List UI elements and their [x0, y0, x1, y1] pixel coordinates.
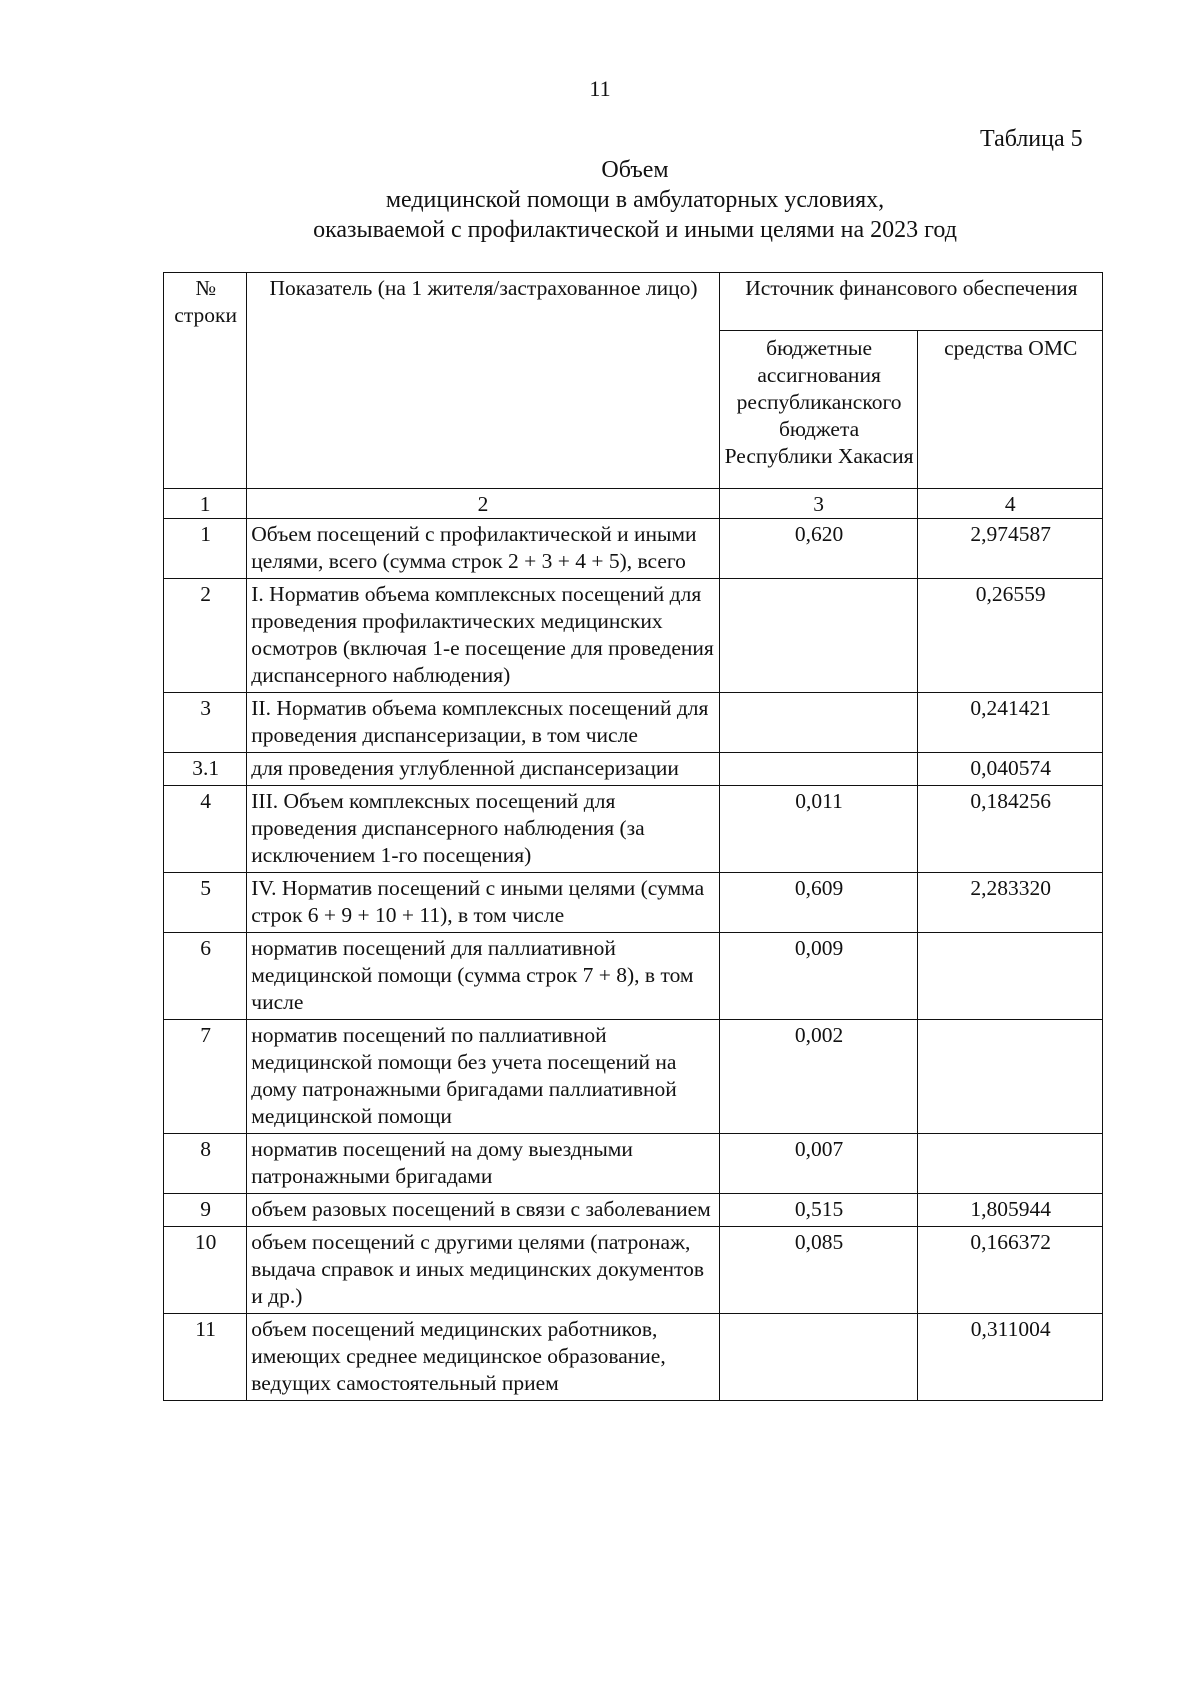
row-indicator: III. Объем комплексных посещений для проведения диспансерного наблюдения (за исключением 1-го посещения) — [247, 786, 720, 873]
table-label: Таблица 5 — [980, 126, 1083, 152]
row-indicator: Объем посещений с профилактической и иными целями, всего (сумма строк 2 + 3 + 4 + 5), всего — [247, 519, 720, 579]
table-row — [164, 873, 1103, 933]
row-oms-value: 2,283320 — [918, 873, 1103, 933]
table-row — [164, 579, 1103, 693]
header-row — [164, 273, 1103, 331]
row-budget-value — [719, 1314, 918, 1401]
table-row — [164, 1020, 1103, 1134]
row-indicator: норматив посещений по паллиативной медицинской помощи без учета посещений на дому патронажными бригадами паллиативной медицинской помощи — [247, 1020, 720, 1134]
row-number: 2 — [164, 579, 247, 693]
row-budget-value: 0,609 — [719, 873, 918, 933]
document-title — [0, 155, 1200, 245]
row-oms-value: 0,184256 — [918, 786, 1103, 873]
title-line-3: оказываемой с профилактической и иными целями на 2023 год — [313, 217, 957, 243]
row-oms-value: 0,241421 — [918, 693, 1103, 753]
row-budget-value — [719, 693, 918, 753]
row-budget-value: 0,002 — [719, 1020, 918, 1134]
table-row — [164, 519, 1103, 579]
row-indicator: объем посещений медицинских работников, имеющих среднее медицинское образование, ведущих самостоятельный прием — [247, 1314, 720, 1401]
row-indicator: норматив посещений на дому выездными патронажными бригадами — [247, 1134, 720, 1194]
row-indicator: объем посещений с другими целями (патронаж, выдача справок и иных медицинских документов и др.) — [247, 1227, 720, 1314]
row-budget-value: 0,007 — [719, 1134, 918, 1194]
row-budget-value: 0,009 — [719, 933, 918, 1020]
row-oms-value: 2,974587 — [918, 519, 1103, 579]
row-budget-value — [719, 579, 918, 693]
row-budget-value: 0,085 — [719, 1227, 918, 1314]
column-index: 3 — [719, 489, 918, 519]
row-budget-value: 0,011 — [719, 786, 918, 873]
row-budget-value: 0,620 — [719, 519, 918, 579]
table-row — [164, 786, 1103, 873]
header-indicator: Показатель (на 1 жителя/застрахованное лицо) — [247, 273, 720, 489]
table-row — [164, 1194, 1103, 1227]
row-number: 5 — [164, 873, 247, 933]
row-number: 9 — [164, 1194, 247, 1227]
table-row — [164, 753, 1103, 786]
table-row — [164, 1134, 1103, 1194]
row-indicator: объем разовых посещений в связи с заболеванием — [247, 1194, 720, 1227]
row-oms-value: 0,311004 — [918, 1314, 1103, 1401]
table-row — [164, 693, 1103, 753]
row-number: 11 — [164, 1314, 247, 1401]
table-row — [164, 1227, 1103, 1314]
row-indicator: I. Норматив объема комплексных посещений для проведения профилактических медицинских осмотров (включая 1-е посещение для проведения диспансерного наблюдения) — [247, 579, 720, 693]
title-line-2: медицинской помощи в амбулаторных условиях, — [385, 187, 885, 213]
table-row — [164, 1314, 1103, 1401]
row-number: 1 — [164, 519, 247, 579]
column-index: 1 — [164, 489, 247, 519]
row-oms-value: 1,805944 — [918, 1194, 1103, 1227]
row-number: 4 — [164, 786, 247, 873]
row-number: 8 — [164, 1134, 247, 1194]
volume-table — [163, 272, 1103, 1401]
row-indicator: IV. Норматив посещений с иными целями (сумма строк 6 + 9 + 10 + 11), в том числе — [247, 873, 720, 933]
column-index-row — [164, 489, 1103, 519]
row-oms-value: 0,040574 — [918, 753, 1103, 786]
row-indicator: II. Норматив объема комплексных посещений для проведения диспансеризации, в том числе — [247, 693, 720, 753]
row-oms-value — [918, 1020, 1103, 1134]
header-funding-source: Источник финансового обеспечения — [719, 273, 1102, 331]
row-oms-value — [918, 1134, 1103, 1194]
page-number: 11 — [589, 76, 611, 101]
row-oms-value: 0,166372 — [918, 1227, 1103, 1314]
column-index: 4 — [918, 489, 1103, 519]
row-oms-value — [918, 933, 1103, 1020]
header-budget: бюджетные ассигнования республиканского бюджета Республики Хакасия — [719, 331, 918, 489]
row-number: 10 — [164, 1227, 247, 1314]
row-indicator: норматив посещений для паллиативной медицинской помощи (сумма строк 7 + 8), в том числе — [247, 933, 720, 1020]
header-row-no: № строки — [164, 273, 247, 489]
row-budget-value — [719, 753, 918, 786]
table-row — [164, 933, 1103, 1020]
row-number: 3.1 — [164, 753, 247, 786]
row-number: 7 — [164, 1020, 247, 1134]
header-oms: средства ОМС — [918, 331, 1103, 489]
row-number: 6 — [164, 933, 247, 1020]
row-indicator: для проведения углубленной диспансеризации — [247, 753, 720, 786]
row-number: 3 — [164, 693, 247, 753]
title-line-1: Объем — [601, 157, 669, 183]
row-budget-value: 0,515 — [719, 1194, 918, 1227]
column-index: 2 — [247, 489, 720, 519]
row-oms-value: 0,26559 — [918, 579, 1103, 693]
